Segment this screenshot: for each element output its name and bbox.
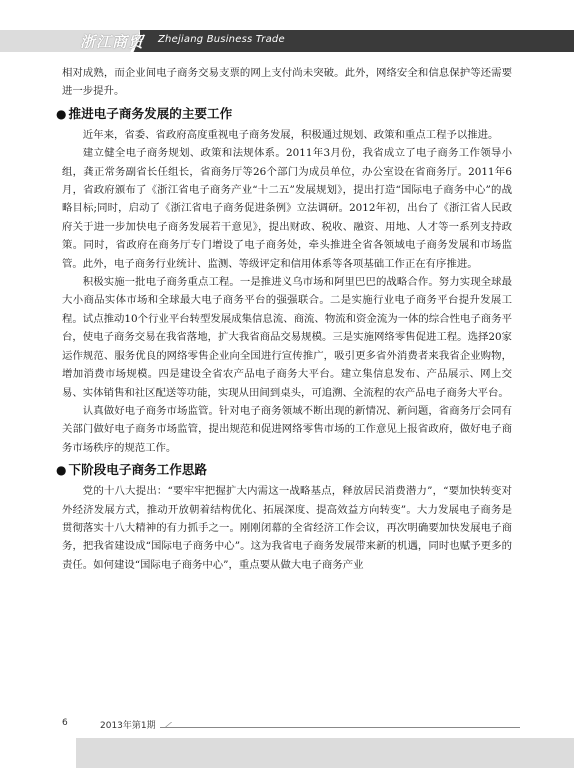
section-heading-text: 推进电子商务发展的主要工作 [68,105,233,121]
paragraph: 认真做好电子商务市场监管。针对电子商务领域不断出现的新情况、新问题，省商务厅会同有关部门做好电子商务市场监管，提出规范和促进网络零售市场的工作意见上报省政府，做好电子商务市场秩序的规范工作。 [62,404,512,454]
paragraph: 近年来，省委、省政府高度重视电子商务发展，积极通过规划、政策和重点工程予以推进。 [82,128,499,141]
page-footer [62,718,562,738]
section-heading-text: 下阶段电子商务工作思路 [68,462,208,478]
paragraph: 党的十八大提出：“要牢牢把握扩大内需这一战略基点，释放居民消费潜力”，“要加快转变对外经济发展方式，推动开放朝着结构优化、拓展深度、提高效益方向转变”。大力发展电子商务是贯彻落实十八大精神的有力抓手之一。刚刚闭幕的全省经济工作会议，再次明确要加快发展电子商务，把我省建设成“国际电子商务中心”。这为我省电子商务发展带来新的机遇，同时也赋予更多的责任。如何建设“国际电子商务中心”，重点要从做大电子商务产业 [62,485,512,571]
intro-paragraph: 相对成熟，而企业间电子商务交易支票的网上支付尚未突破。此外，网络安全和信息保护等还需要进一步提升。 [62,67,512,98]
article-body [56,64,512,574]
section-heading-main-work [56,105,512,123]
bullet-icon: ● [56,463,67,478]
footer-band [76,738,574,768]
journal-english-title: Zhejiang Business Trade [158,34,285,45]
issue-label: 2013年第1期 [100,721,156,731]
paragraph: 建立健全电子商务规划、政策和法规体系。2011年3月份，我省成立了电子商务工作领导小组，龚正常务副省长任组长，省商务厅等26个部门为成员单位，办公室设在省商务厅。2011年6月，省政府颁布了《浙江省电子商务产业“十二五”发展规划》，提出打造“国际电子商务中心”的战略目标;同时，启动了《浙江省电子商务促进条例》立法调研。2012年初，出台了《浙江省人民政府关于进一步加快电子商务发展若干意见》，提出财政、税收、融资、用地、人才等一系列支持政策。同时，省政府在商务厅专门增设了电子商务处，牵头推进全省各领域电子商务发展和市场监管。此外，电子商务行业统计、监测、等级评定和信用体系等各项基础工作正在有序推进。 [62,147,512,270]
paragraph: 积极实施一批电子商务重点工程。一是推进义乌市场和阿里巴巴的战略合作。努力实现全球最大小商品实体市场和全球最大电子商务平台的强强联合。二是实施行业电子商务平台提升发展工程。试点推动10个行业平台转型发展成集信息流、商流、物流和资金流为一体的综合性电子商务平台，使电子商务交易在我省落地，扩大我省商品交易规模。三是实施网络零售促进工程。选择20家运作规范、服务优良的网络零售企业向全国进行宣传推广，吸引更多省外消费者来我省企业购物，增加消费市场规模。四是建设全省农产品电子商务大平台。建立集信息发布、产品展示、网上交易、实体销售和社区配送等功能，实现从田间到桌头，可追溯、全流程的农产品电子商务大平台。 [62,276,512,399]
page-number: 6 [62,718,68,728]
section-heading-next-steps [56,461,512,479]
footer-rule [160,727,520,728]
journal-logo: 浙江商贸 [80,33,145,51]
bullet-icon: ● [56,106,67,121]
